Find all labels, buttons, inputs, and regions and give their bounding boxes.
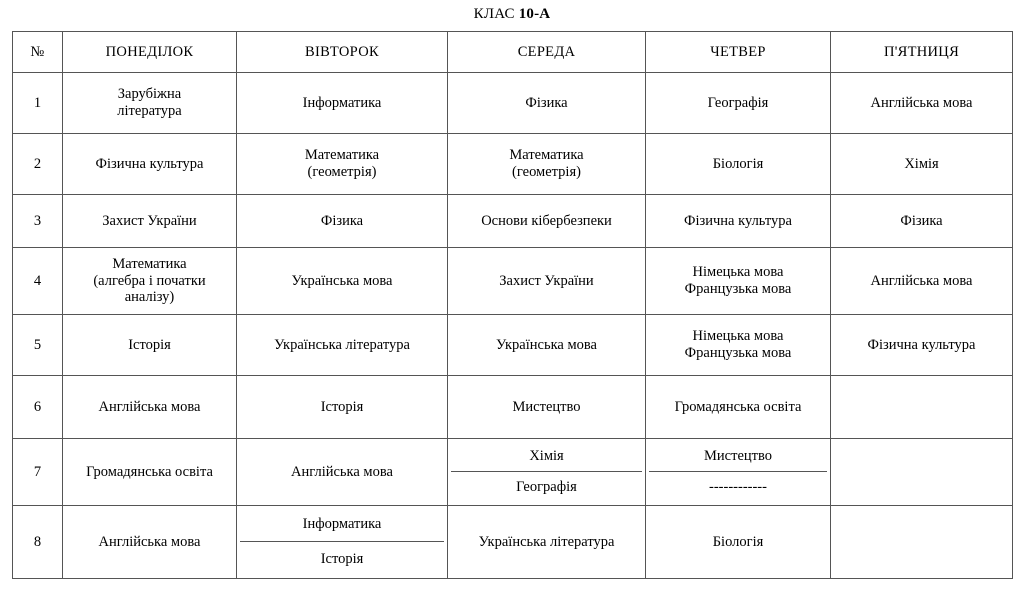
lesson-cell-tuesday: [237, 248, 448, 315]
lesson-text-line: Мистецтво: [512, 398, 581, 415]
table-row: [13, 376, 1013, 439]
lesson-text-line: аналізу): [124, 289, 175, 306]
lesson-text: [66, 337, 233, 354]
lesson-text-line: Українська мова: [291, 272, 393, 289]
table-row: [13, 73, 1013, 134]
lesson-text-line: Хімія: [904, 155, 939, 172]
lesson-text-line: Німецька мова: [692, 264, 784, 281]
lesson-text-line: Фізична культура: [95, 155, 204, 172]
lesson-cell-thursday: [646, 376, 831, 439]
lesson-cell-friday: [831, 195, 1013, 248]
lesson-cell-wednesday: [448, 506, 646, 579]
lesson-text-line: Математика: [509, 147, 584, 164]
lesson-text-line: Англійська мова: [291, 463, 393, 480]
lesson-text: [66, 464, 233, 481]
lesson-text: [451, 399, 642, 416]
lesson-cell-tuesday: [237, 134, 448, 195]
lesson-number: 8: [13, 506, 63, 579]
lesson-number: 2: [13, 134, 63, 195]
lesson-text: [649, 264, 827, 298]
lesson-cell-wednesday: [448, 195, 646, 248]
lesson-text: [66, 256, 233, 306]
table-body: [13, 73, 1013, 579]
lesson-text-line: Захист України: [499, 272, 594, 289]
lesson-text: [66, 156, 233, 173]
lesson-cell-tuesday-top: Інформатика: [240, 508, 444, 542]
lesson-cell-wednesday: [448, 376, 646, 439]
lesson-text-line: Громадянська освіта: [674, 398, 802, 415]
lesson-number: 5: [13, 315, 63, 376]
lesson-text-line: Фізична культура: [867, 336, 976, 353]
lesson-text-line: Захист України: [102, 212, 197, 229]
page-title: [0, 0, 1024, 31]
lesson-cell-thursday-bottom: ------------: [709, 479, 767, 496]
lesson-text-line: Українська література: [478, 533, 615, 550]
lesson-text: [240, 273, 444, 290]
lesson-text-line: Французька мова: [684, 281, 792, 297]
column-header-monday: ПОНЕДІЛОК: [63, 32, 237, 73]
table-row: [13, 315, 1013, 376]
lesson-text-line: Фізична культура: [684, 212, 792, 229]
lesson-text-line: Українська література: [274, 336, 410, 353]
lesson-cell-friday: [831, 376, 1013, 439]
lesson-cell-monday: [63, 506, 237, 579]
page-title-class: 10-А: [518, 6, 551, 22]
lesson-cell-monday: [63, 195, 237, 248]
table-row: [13, 439, 1013, 506]
lesson-text: [240, 147, 444, 181]
table-row: [13, 134, 1013, 195]
schedule-table: [12, 31, 1013, 579]
lesson-number: 7: [13, 439, 63, 506]
lesson-cell-tuesday: [237, 73, 448, 134]
lesson-cell-friday: [831, 315, 1013, 376]
lesson-text: [66, 534, 233, 551]
lesson-text-line: (геометрія): [512, 164, 581, 180]
lesson-text-line: Громадянська освіта: [86, 463, 213, 480]
column-header-thursday: ЧЕТВЕР: [646, 32, 831, 73]
lesson-text: [649, 328, 827, 362]
table-row: [13, 248, 1013, 315]
lesson-number: 3: [13, 195, 63, 248]
lesson-cell-wednesday: [448, 439, 646, 506]
lesson-text-line: Історія: [320, 398, 364, 415]
lesson-text: [451, 337, 642, 354]
lesson-cell-thursday: [646, 134, 831, 195]
lesson-text: [451, 273, 642, 290]
lesson-text-line: Біологія: [712, 155, 764, 172]
lesson-cell-wednesday: [448, 134, 646, 195]
lesson-cell-friday: [831, 134, 1013, 195]
lesson-text-line: Англійська мова: [870, 94, 973, 111]
lesson-cell-wednesday-bottom: Географія: [516, 479, 577, 496]
lesson-cell-wednesday-top: Хімія: [451, 441, 642, 472]
lesson-cell-thursday: [646, 195, 831, 248]
lesson-number: 6: [13, 376, 63, 439]
lesson-text-line: Географія: [707, 94, 769, 111]
lesson-text: [451, 95, 642, 112]
lesson-number: 4: [13, 248, 63, 315]
lesson-text: [66, 399, 233, 416]
lesson-cell-friday: [831, 73, 1013, 134]
lesson-text-line: Математика: [112, 255, 187, 272]
lesson-text-line: Інформатика: [302, 94, 382, 111]
lesson-cell-thursday: [646, 248, 831, 315]
lesson-cell-thursday-top: Мистецтво: [649, 441, 827, 472]
lesson-text-line: Фізика: [320, 212, 364, 229]
lesson-text-line: Історія: [128, 336, 171, 353]
lesson-cell-thursday: [646, 73, 831, 134]
lesson-cell-wednesday: [448, 248, 646, 315]
lesson-cell-friday: [831, 506, 1013, 579]
lesson-text: [834, 273, 1009, 290]
lesson-cell-tuesday: [237, 506, 448, 579]
lesson-cell-tuesday: [237, 195, 448, 248]
lesson-text-line: Фізика: [525, 94, 568, 111]
lesson-text: [240, 337, 444, 354]
split-cell-group: [649, 441, 827, 503]
column-header-tuesday: ВІВТОРОК: [237, 32, 448, 73]
split-cell-group: [240, 508, 444, 576]
lesson-cell-thursday: [646, 506, 831, 579]
lesson-text-line: (алгебра і початки: [93, 272, 206, 289]
lesson-text: [240, 464, 444, 481]
lesson-cell-friday: [831, 248, 1013, 315]
lesson-cell-tuesday: [237, 315, 448, 376]
column-header-number: №: [13, 32, 63, 73]
lesson-text: [834, 213, 1009, 230]
lesson-text: [649, 95, 827, 112]
lesson-text: [649, 534, 827, 551]
lesson-text-line: Зарубіжна: [117, 86, 182, 103]
lesson-text: [240, 95, 444, 112]
lesson-cell-friday: [831, 439, 1013, 506]
table-row: [13, 195, 1013, 248]
lesson-text: [240, 213, 444, 230]
column-header-friday: П'ЯТНИЦЯ: [831, 32, 1013, 73]
lesson-text: [66, 86, 233, 120]
lesson-cell-thursday: [646, 439, 831, 506]
lesson-text-line: (геометрія): [307, 164, 377, 180]
lesson-text: [649, 213, 827, 230]
lesson-text-line: Англійська мова: [98, 398, 201, 415]
lesson-text-line: Українська мова: [496, 336, 597, 353]
lesson-text: [451, 147, 642, 181]
lesson-cell-monday: [63, 248, 237, 315]
lesson-text-line: Основи кібербезпеки: [481, 212, 612, 229]
lesson-text-line: Біологія: [712, 533, 764, 550]
lesson-text: [66, 213, 233, 230]
lesson-number: 1: [13, 73, 63, 134]
split-cell-group: [451, 441, 642, 503]
lesson-text-line: література: [117, 103, 182, 119]
lesson-text-line: Англійська мова: [98, 533, 201, 550]
lesson-text: [649, 156, 827, 173]
lesson-text: [834, 95, 1009, 112]
lesson-cell-monday: [63, 73, 237, 134]
table-row: [13, 506, 1013, 579]
lesson-text: [451, 213, 642, 230]
lesson-text: [649, 399, 827, 416]
lesson-cell-tuesday: [237, 376, 448, 439]
lesson-text: [834, 156, 1009, 173]
header-row: [13, 32, 1013, 73]
lesson-text: [451, 534, 642, 551]
lesson-cell-tuesday-bottom: Історія: [320, 550, 364, 567]
schedule-table-wrapper: [12, 31, 1012, 579]
lesson-text-line: Математика: [304, 147, 380, 164]
lesson-cell-wednesday: [448, 73, 646, 134]
lesson-cell-thursday: [646, 315, 831, 376]
lesson-text-line: Французька мова: [684, 345, 792, 361]
lesson-cell-monday: [63, 134, 237, 195]
page-title-label: КЛАС: [473, 6, 515, 22]
lesson-text-line: Англійська мова: [870, 272, 973, 289]
lesson-cell-monday: [63, 376, 237, 439]
lesson-cell-monday: [63, 315, 237, 376]
lesson-text: [834, 337, 1009, 354]
lesson-text-line: Фізика: [900, 212, 943, 229]
lesson-text: [240, 399, 444, 416]
column-header-wednesday: СЕРЕДА: [448, 32, 646, 73]
lesson-cell-wednesday: [448, 315, 646, 376]
lesson-cell-monday: [63, 439, 237, 506]
lesson-cell-tuesday: [237, 439, 448, 506]
lesson-text-line: Німецька мова: [692, 328, 784, 345]
table-header: [13, 32, 1013, 73]
